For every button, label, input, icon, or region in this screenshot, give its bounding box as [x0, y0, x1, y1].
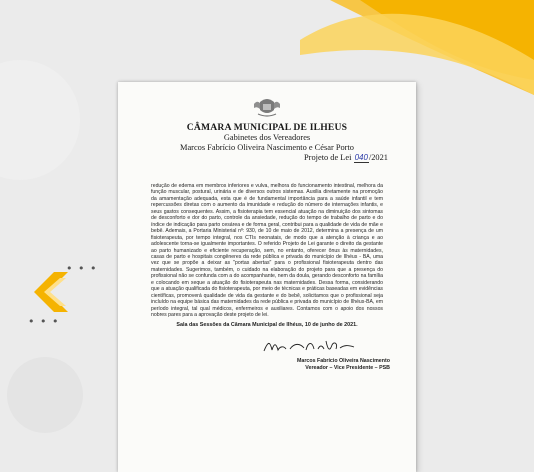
chevron-left-icon[interactable]: [24, 268, 76, 316]
signatory: [248, 358, 390, 372]
signatory-role: Vereador – Vice Presidente – PSB: [305, 365, 390, 371]
coat-of-arms-icon: [252, 96, 282, 118]
document-title: CÂMARA MUNICIPAL DE ILHEUS: [186, 122, 348, 133]
department-name: Gabinetes dos Vereadores: [223, 133, 311, 142]
authors-line: Marcos Fabrício Oliveira Nascimento e César Porto: [180, 143, 354, 152]
project-number-line: [118, 153, 416, 163]
decorative-dots-bottom: • • •: [28, 315, 60, 328]
document-header: [118, 122, 416, 163]
handwritten-signature: [260, 337, 358, 355]
project-label: Projeto de Lei: [304, 153, 352, 162]
closing-line: Sala das Sessões da Câmara Municipal de Ilhéus, 10 de junho de 2021.: [176, 322, 358, 328]
project-year: /2021: [368, 153, 388, 162]
document-body: redução de edema em membros inferiores e vulva, melhora do funcionamento intestinal, melhora da função muscular, postural, urinária e de diversos outros sistemas. Auxilia diretamente na promoção da amamentação adequada, esta que é de fundamental importância para a saúde infantil e tem repercussões diretas com o aumento da imunidade e redução do número de internações infantis, e seus gastos consequentes. Assim, a fisioterapia tem essencial atuação na diminuição dos sintomas de desconforto e dor do parto, controle da ansiedade, redução do tempo de trabalho de parto e do índice de indicação para parto cesárea e de forma geral, contribui para a qualidade de vida de mãe e bebê. Ademais, a Portaria Ministerial nº: 930, de 10 de maio de 2012, determina a presença de um fisioterapeuta, por tempo integral, nos CTIs neonatais, de modo que a atenção à criança e ao adolescente torna-se igualmente importantes. O referido Projeto de Lei garante o direito da gestante ao parto humanizado e eficiente recuperação, sem, no entanto, oferecer ônus às maternidades, casas de parto e hospitais congêneres da rede pública e privada do município de Ilhéus - BA, uma vez que se propõe a deixar as "portas abertas" para o profissional fisioterapeuta dentro das maternidades. Sugerimos, também, o cuidado na elaboração do projeto para que a presença do profissional não se confunda com a do acompanhante, nem da doula, gerando desconforto na família e colocando em xeque a atuação do fisioterapeuta nas maternidades. Dessa forma, considerando que a atuação qualificada do fisioterapeuta, por meio de técnicas e práticas baseadas em evidências científicas, promoverá qualidade de vida da gestante e do bebê, solicitamos que o profissional seja incluído na equipe básica das maternidades da rede pública e privada do município de Ilhéus-BA, em período integral, tal qual médicos, enfermeiros e auxiliares. Contamos com o apoio dos nossos nobres pares para a aprovação deste projeto de lei.: [151, 183, 383, 319]
decorative-dots-top: • • •: [66, 262, 98, 275]
signatory-name: Marcos Fabrício Oliveira Nascimento: [296, 358, 390, 364]
project-number: 040: [354, 153, 368, 162]
law-project-document: [118, 82, 416, 472]
